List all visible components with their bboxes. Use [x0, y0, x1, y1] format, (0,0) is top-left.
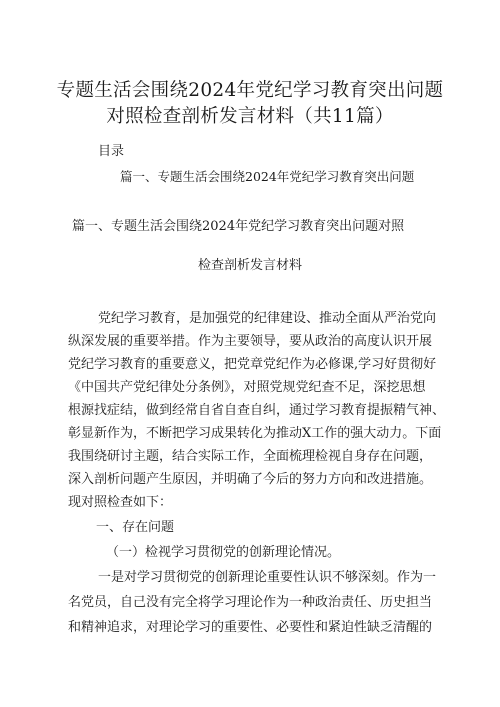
- body-line: 《中国共产党纪律处分条例》，对照党规党纪查不足，深挖思想: [68, 380, 426, 395]
- body-line: 党纪学习教育，是加强党的纪律建设、推动全面从严治党向: [98, 311, 437, 326]
- body-line: 深入剖析问题产生原因，并明确了今后的努力方向和改进措施。: [68, 472, 433, 487]
- subsection-heading: （一）检视学习贯彻党的创新理论情况。: [106, 545, 341, 560]
- toc-item[interactable]: 篇一、专题生活会围绕2024年党纪学习教育突出问题: [120, 169, 415, 184]
- article-title-line-1: 篇一、专题生活会围绕2024年党纪学习教育突出问题对照: [72, 219, 405, 234]
- body-line: 党纪学习教育的重要意义，把党章党纪作为必修课,学习好贯彻好: [68, 357, 437, 372]
- section-heading: 一、存在问题: [96, 520, 175, 535]
- body-line: 和精神追求，对理论学习的重要性、必要性和紧迫性缺乏清醒的: [68, 620, 433, 635]
- document-title-line-1: 专题生活会围绕2024年党纪学习教育突出问题: [56, 80, 444, 101]
- body-line: 我围绕研讨主题，结合实际工作，全面梳理检视自身存在问题，: [68, 449, 433, 464]
- body-line: 纵深发展的重要举措。作为主要领导，要从政治的高度认识开展: [68, 334, 433, 349]
- body-line: 根源找症结，做到经常自省自查自纠，通过学习教育提振精气神、: [68, 403, 446, 418]
- body-line: 名党员，自己没有完全将学习理论作为一种政治责任、历史担当: [68, 595, 433, 610]
- body-line: 彰显新作为，不断把学习成果转化为推动X工作的强大动力。下面: [68, 426, 442, 441]
- article-title-line-2: 检查剖析发言材料: [198, 258, 303, 273]
- body-line: 一是对学习贯彻党的创新理论重要性认识不够深刻。作为一: [98, 570, 437, 585]
- body-line: 现对照检查如下：: [68, 495, 173, 510]
- document-title-line-2: 对照检查剖析发言材料（共11篇）: [106, 106, 394, 127]
- toc-heading: 目录: [98, 144, 125, 159]
